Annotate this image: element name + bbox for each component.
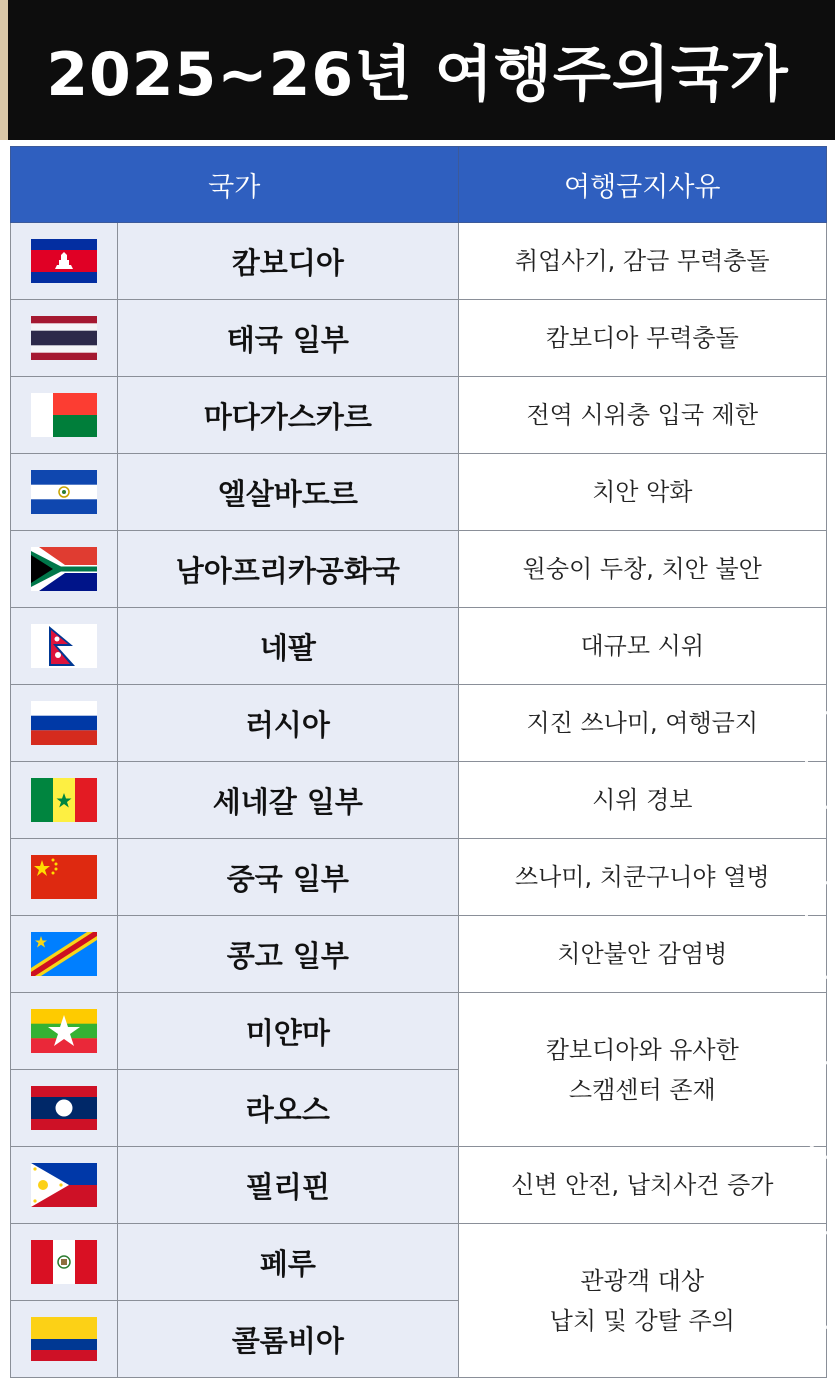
flag-cell — [11, 1147, 118, 1224]
flag-cell — [11, 377, 118, 454]
country-name: 필리핀 — [118, 1147, 458, 1224]
country-name: 태국 일부 — [118, 300, 458, 377]
table-row — [11, 300, 827, 377]
madagascar-flag-icon — [31, 393, 97, 437]
table-row — [11, 916, 827, 993]
country-name: 네팔 — [118, 608, 458, 685]
table-row — [11, 608, 827, 685]
table-row — [11, 531, 827, 608]
flag-cell — [11, 454, 118, 531]
table-row — [11, 762, 827, 839]
table-row — [11, 685, 827, 762]
senegal-flag-icon — [31, 778, 97, 822]
country-name: 엘살바도르 — [118, 454, 458, 531]
country-name: 남아프리카공화국 — [118, 531, 458, 608]
reason-text: 취업사기, 감금 무력충돌 — [458, 223, 826, 300]
country-name: 마다가스카르 — [118, 377, 458, 454]
china-flag-icon — [31, 855, 97, 899]
reason-text: 캄보디아와 유사한 스캠센터 존재 — [458, 993, 826, 1147]
flag-cell — [11, 608, 118, 685]
table-sheet — [0, 140, 835, 1393]
country-name: 페루 — [118, 1224, 458, 1301]
peru-flag-icon — [31, 1240, 97, 1284]
travel-warning-table — [10, 146, 827, 1378]
cambodia-flag-icon — [31, 239, 97, 283]
thailand-flag-icon — [31, 316, 97, 360]
reason-text: 원숭이 두창, 치안 불안 — [458, 531, 826, 608]
colombia-flag-icon — [31, 1317, 97, 1361]
myanmar-flag-icon — [31, 1009, 97, 1053]
flag-cell — [11, 839, 118, 916]
reason-text: 쓰나미, 치쿤구니야 열병 — [458, 839, 826, 916]
flag-cell — [11, 762, 118, 839]
reason-text: 캄보디아 무력충돌 — [458, 300, 826, 377]
overlay-decoration — [805, 710, 835, 810]
overlay-decoration — [805, 1230, 835, 1330]
country-name: 콜롬비아 — [118, 1301, 458, 1378]
table-row — [11, 1224, 827, 1301]
reason-text: 신변 안전, 납치사건 증가 — [458, 1147, 826, 1224]
country-name: 라오스 — [118, 1070, 458, 1147]
flag-cell — [11, 300, 118, 377]
reason-text: 관광객 대상 납치 및 강탈 주의 — [458, 1224, 826, 1378]
country-name: 미얀마 — [118, 993, 458, 1070]
page-title: 2025~26년 여행주의국가 — [46, 40, 789, 110]
laos-flag-icon — [31, 1086, 97, 1130]
el-salvador-flag-icon — [31, 470, 97, 514]
country-name: 캄보디아 — [118, 223, 458, 300]
philippines-flag-icon — [31, 1163, 97, 1207]
flag-cell — [11, 685, 118, 762]
reason-text: 시위 경보 — [458, 762, 826, 839]
flag-cell — [11, 1070, 118, 1147]
table-row — [11, 839, 827, 916]
flag-cell — [11, 531, 118, 608]
nepal-flag-icon — [31, 624, 97, 668]
flag-cell — [11, 993, 118, 1070]
table-row — [11, 223, 827, 300]
south-africa-flag-icon — [31, 547, 97, 591]
dr-congo-flag-icon — [31, 932, 97, 976]
reason-text: 전역 시위충 입국 제한 — [458, 377, 826, 454]
header-reason: 여행금지사유 — [458, 147, 826, 223]
table-header-row — [11, 147, 827, 223]
overlay-decoration — [805, 880, 835, 980]
country-name: 세네갈 일부 — [118, 762, 458, 839]
country-name: 중국 일부 — [118, 839, 458, 916]
flag-cell — [11, 916, 118, 993]
table-row — [11, 993, 827, 1070]
table-row — [11, 377, 827, 454]
header-country: 국가 — [11, 147, 459, 223]
overlay-decoration — [805, 1060, 835, 1160]
reason-text: 치안 악화 — [458, 454, 826, 531]
flag-cell — [11, 1301, 118, 1378]
flag-cell — [11, 223, 118, 300]
country-name: 러시아 — [118, 685, 458, 762]
country-name: 콩고 일부 — [118, 916, 458, 993]
table-row — [11, 454, 827, 531]
flag-cell — [11, 1224, 118, 1301]
table-row — [11, 1147, 827, 1224]
background-strip — [0, 0, 8, 140]
reason-text: 지진 쓰나미, 여행금지 — [458, 685, 826, 762]
title-banner — [0, 0, 835, 140]
russia-flag-icon — [31, 701, 97, 745]
reason-text: 대규모 시위 — [458, 608, 826, 685]
reason-text: 치안불안 감염병 — [458, 916, 826, 993]
